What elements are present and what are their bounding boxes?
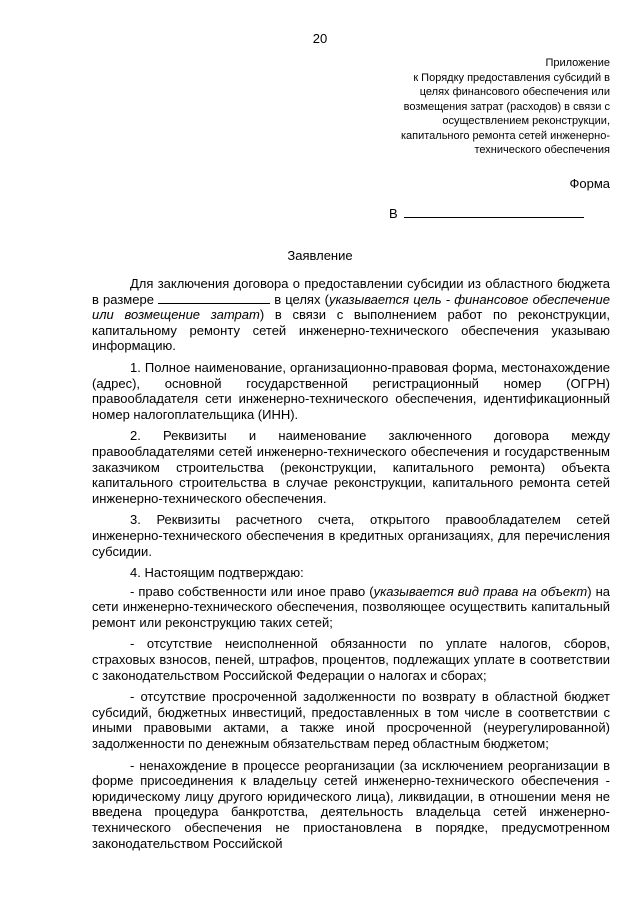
appendix-line: осуществлением реконструкции, xyxy=(442,115,610,127)
document-title: Заявление xyxy=(287,248,353,263)
bullet-no-overdue-debt: - отсутствие просроченной задолженности по возврату в областной бюджет субсидий, бюджетных инвестиций, предоставленных в том числе в соответствии с иными правовыми актами, а также иной просроченной (неурегулированной) задолженности по денежным обязательствам перед областным бюджетом; xyxy=(92,689,610,752)
item-2: 2. Реквизиты и наименование заключенного договора между правообладателями сетей инженерно-технического обеспечения и государственным заказчиком строительства (реконструкции, капитального ремонта) объекта капитального строительства в случае реконструкции, капитального ремонта сетей инженерно-технического обеспечения. xyxy=(92,428,610,506)
document-body xyxy=(92,276,610,857)
item-4-heading: 4. Настоящим подтверждаю: xyxy=(130,565,304,581)
appendix-line: капитального ремонта сетей инженерно- xyxy=(400,129,610,142)
intro-paragraph xyxy=(92,276,610,354)
bullet-no-tax-debt: - отсутствие неисполненной обязанности по уплате налогов, сборов, страховых взносов, пеней, штрафов, процентов, подлежащих уплате в соответствии с законодательством Российской Федерации о налогах и сборах; xyxy=(92,636,610,683)
item-1: 1. Полное наименование, организационно-правовая форма, местонахождение (адрес), основной государственной регистрационный номер (ОГРН) правообладателя сети инженерно-технического обеспечения, идентификационный номер налогоплательщика (ИНН). xyxy=(92,359,610,422)
appendix-header xyxy=(370,56,610,158)
bullet-text: ) на сети инженерно-технического обеспечения, позволяющее осуществить капитальный ремонт или реконструкцию таких сетей; xyxy=(92,583,610,630)
appendix-line: технического обеспечения xyxy=(474,144,610,156)
item-3: 3. Реквизиты расчетного счета, открытого правообладателем сетей инженерно-технического обеспечения в кредитных организациях, для перечисления субсидии. xyxy=(92,512,610,559)
form-label: Форма xyxy=(569,176,610,191)
bullet-italic-note: указывается вид права на объект xyxy=(373,583,588,599)
addressee-blank-line xyxy=(404,205,584,218)
page-number: 20 xyxy=(312,31,328,46)
appendix-line: целях финансового обеспечения или xyxy=(419,86,610,98)
bullet-no-reorganization: - ненахождение в процессе реорганизации (за исключением реорганизации в форме присоединения к владельцу сетей инженерно-технического обеспечения - юридическому лицу другого юридического лица), ликвидации, в отношении меня не введена процедура банкротства, деятельность владельца сетей инженерно-технического обеспечения не приостановлена в порядке, предусмотренном законодательством Российской xyxy=(92,757,610,851)
intro-text: ) в связи с выполнением работ по реконструкции, капитальному ремонту сетей инженерно-технического обеспечения указываю информацию. xyxy=(92,307,610,354)
intro-text: в целях ( xyxy=(270,291,329,307)
appendix-line: возмещения затрат (расходов) в связи с xyxy=(403,100,610,113)
amount-blank-line xyxy=(158,292,270,304)
appendix-line: к Порядку предоставления субсидий в xyxy=(413,71,610,84)
intro-text: Для заключения договора о предоставлении субсидии из областного бюджета в размере xyxy=(92,276,610,307)
addressee-prefix: В xyxy=(389,206,398,221)
intro-italic-note: указывается цель - финансовое обеспечение или возмещение затрат xyxy=(92,291,610,323)
addressee-field xyxy=(389,205,584,221)
bullet-text: - право собственности или иное право ( xyxy=(130,583,374,599)
bullet-ownership xyxy=(92,584,610,631)
appendix-line: Приложение xyxy=(545,57,610,69)
